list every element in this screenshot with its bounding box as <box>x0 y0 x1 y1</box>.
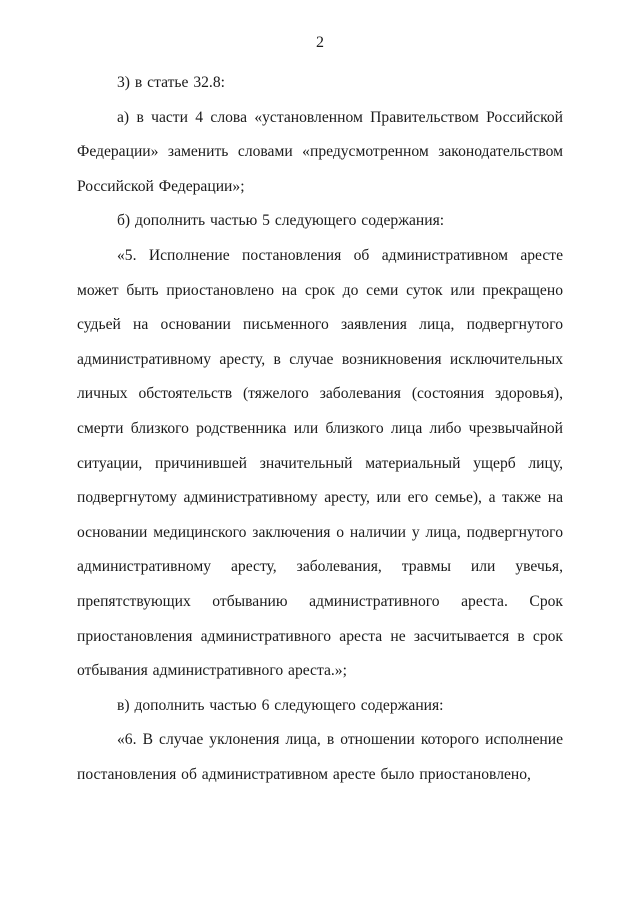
paragraph-article-32-8: 3) в статье 32.8: <box>117 74 225 91</box>
paragraph-item-b: б) дополнить частью 5 следующего содержания: <box>117 212 445 230</box>
page-number: 2 <box>316 34 324 51</box>
paragraph-item-a: а) в части 4 слова «установленном Правительством Российской Федерации» заменить словами «предусмотренном законодательством Российской Федерации»; <box>77 108 563 195</box>
paragraph-part-6: «6. В случае уклонения лица, в отношении которого исполнение постановления об административном аресте было приостановлено, <box>77 731 563 783</box>
paragraph-item-c: в) дополнить частью 6 следующего содержания: <box>117 696 444 714</box>
paragraph-part-5: «5. Исполнение постановления об административном аресте может быть приостановлено на срок до семи суток или прекращено судьей на основании письменного заявления лица, подвергнутого административному аресту, в случае возникновения исключительных личных обстоятельств (тяжелого заболевания (состояния здоровья), смерти близкого родственника или близкого лица либо чрезвычайной ситуации, причинившей значительный материальный ущерб лицу, подвергнутому административному аресту, или его семье), а также на основании медицинского заключения о наличии у лица, подвергнутого административному аресту, заболевания, травмы или увечья, препятствующих отбыванию административного ареста. Срок приостановления административного ареста не засчитывается в срок отбывания административного ареста.»; <box>77 246 563 680</box>
document-body <box>77 66 563 792</box>
